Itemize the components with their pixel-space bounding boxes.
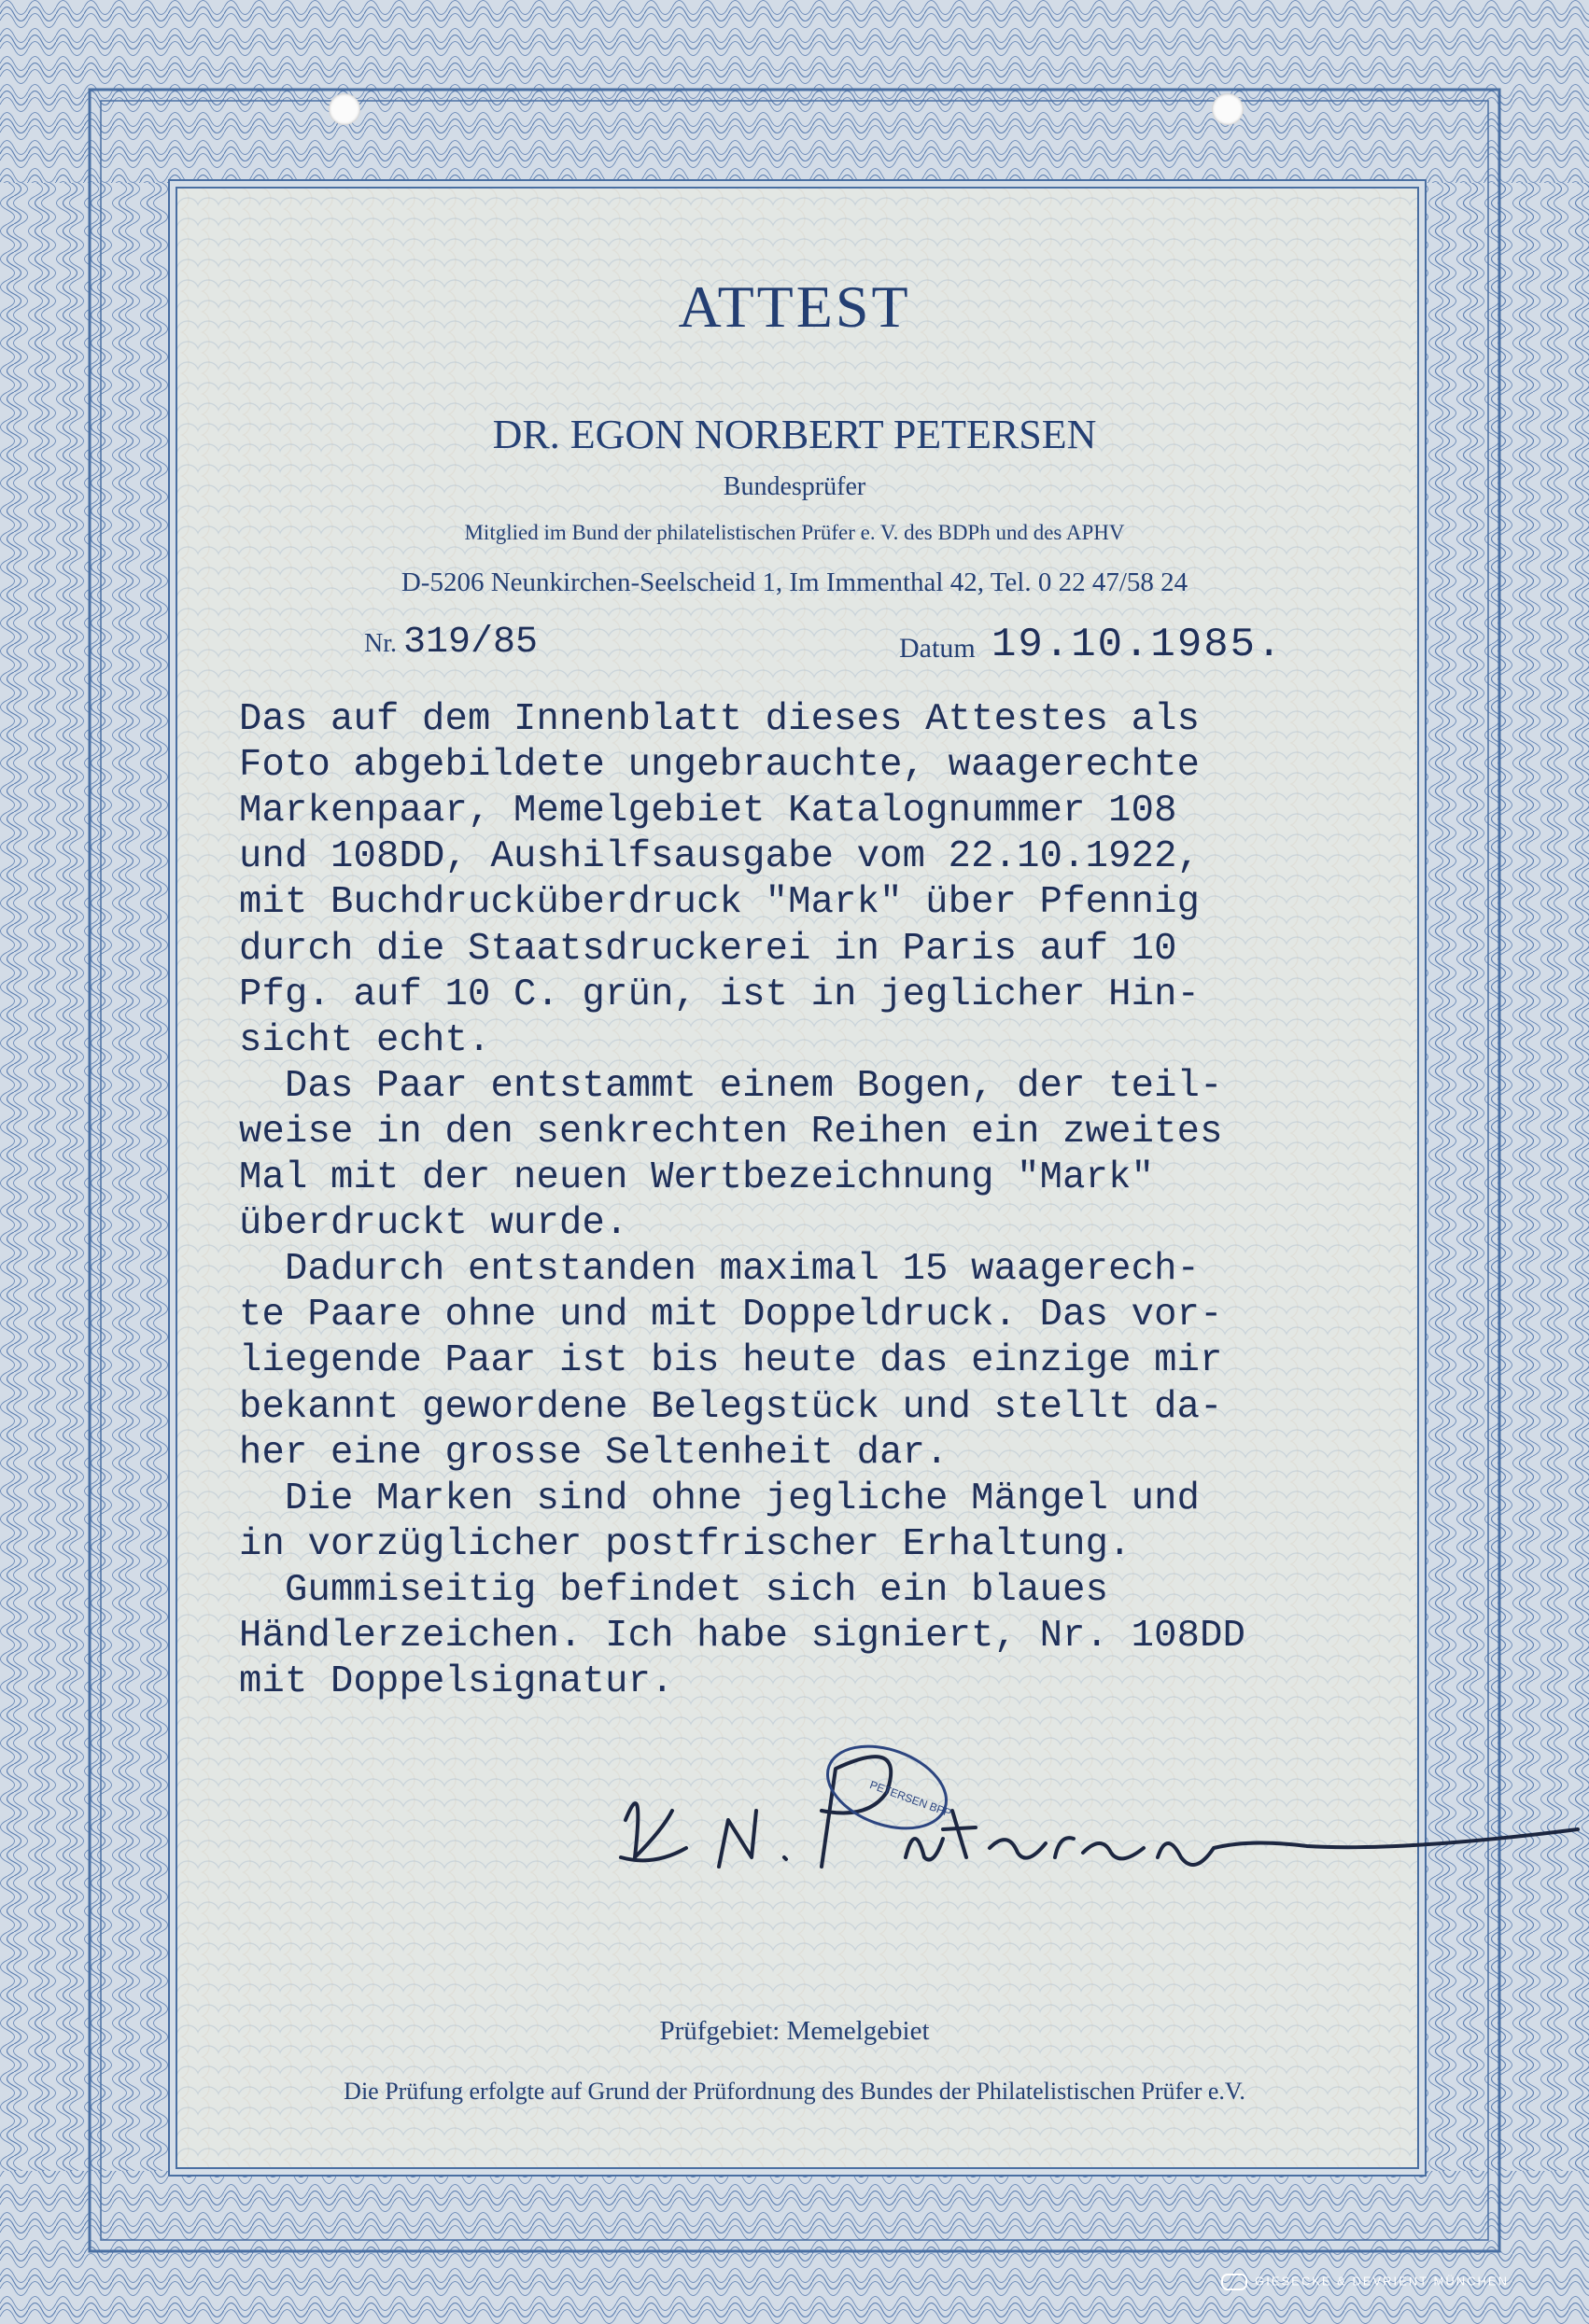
body-line: Händlerzeichen. Ich habe signiert, Nr. 108DD bbox=[239, 1615, 1246, 1658]
punch-hole-right bbox=[1212, 93, 1244, 125]
body-line: durch die Staatsdruckerei in Paris auf 10 bbox=[239, 927, 1177, 971]
body-line: Das Paar entstammt einem Bogen, der teil- bbox=[239, 1064, 1223, 1108]
body-line: Mal mit der neuen Wertbezeichnung "Mark" bbox=[239, 1156, 1155, 1199]
body-line: her eine grosse Seltenheit dar. bbox=[239, 1431, 949, 1475]
address-line: D-5206 Neunkirchen-Seelscheid 1, Im Immenthal 42, Tel. 0 22 47/58 24 bbox=[401, 567, 1188, 597]
body-line: weise in den senkrechten Reihen ein zweites bbox=[239, 1110, 1223, 1154]
regulation-note: Die Prüfung erfolgte auf Grund der Prüfordnung des Bundes der Philatelistischen Prüfer e.V. bbox=[344, 2078, 1245, 2105]
body-line: Pfg. auf 10 C. grün, ist in jeglicher Hin- bbox=[239, 973, 1201, 1016]
signature-with-stamp bbox=[598, 1717, 1587, 1904]
body-line: sicht echt. bbox=[239, 1018, 491, 1062]
body-line: überdruckt wurde. bbox=[239, 1202, 628, 1246]
body-line: Foto abgebildete ungebrauchte, waagerechte bbox=[239, 744, 1201, 788]
date-label: Datum bbox=[899, 633, 976, 664]
body-line: mit Buchdrucküberdruck "Mark" über Pfennig bbox=[239, 881, 1201, 925]
printer-imprint bbox=[1221, 2274, 1509, 2290]
body-line: bekannt gewordene Belegstück und stellt da- bbox=[239, 1385, 1223, 1429]
printer-logo-icon bbox=[1221, 2274, 1247, 2290]
examination-area: Prüfgebiet: Memelgebiet bbox=[659, 2016, 930, 2046]
printer-name: GIESECKE & DEVRIENT MÜNCHEN bbox=[1255, 2274, 1509, 2289]
body-line: Das auf dem Innenblatt dieses Attestes als bbox=[239, 698, 1201, 741]
body-line: te Paare ohne und mit Doppeldruck. Das vor- bbox=[239, 1294, 1223, 1337]
membership-line: Mitglied im Bund der philatelistischen Prüfer e. V. des BDPh und des APHV bbox=[464, 521, 1125, 544]
body-line: Dadurch entstanden maximal 15 waagerech- bbox=[239, 1248, 1201, 1292]
number-label: Nr. bbox=[364, 629, 397, 658]
body-line: Gummiseitig befindet sich ein blaues bbox=[239, 1568, 1109, 1612]
certificate-date: 19.10.1985. bbox=[991, 622, 1284, 668]
signature-stamp-text: PETERSEN BPP bbox=[867, 1778, 953, 1820]
body-line: Die Marken sind ohne jegliche Mängel und bbox=[239, 1477, 1201, 1520]
examiner-name: DR. EGON NORBERT PETERSEN bbox=[492, 412, 1097, 457]
certificate-number: 319/85 bbox=[403, 622, 539, 664]
examiner-role: Bundesprüfer bbox=[723, 472, 866, 501]
punch-hole-left bbox=[329, 93, 360, 125]
body-line: liegende Paar ist bis heute das einzige mir bbox=[239, 1339, 1223, 1383]
body-line: mit Doppelsignatur. bbox=[239, 1660, 674, 1704]
certificate-title: ATTEST bbox=[678, 273, 911, 340]
body-line: in vorzüglicher postfrischer Erhaltung. bbox=[239, 1522, 1132, 1566]
body-line: und 108DD, Aushilfsausgabe vom 22.10.1922, bbox=[239, 835, 1201, 879]
body-line: Markenpaar, Memelgebiet Katalognummer 108 bbox=[239, 790, 1177, 833]
